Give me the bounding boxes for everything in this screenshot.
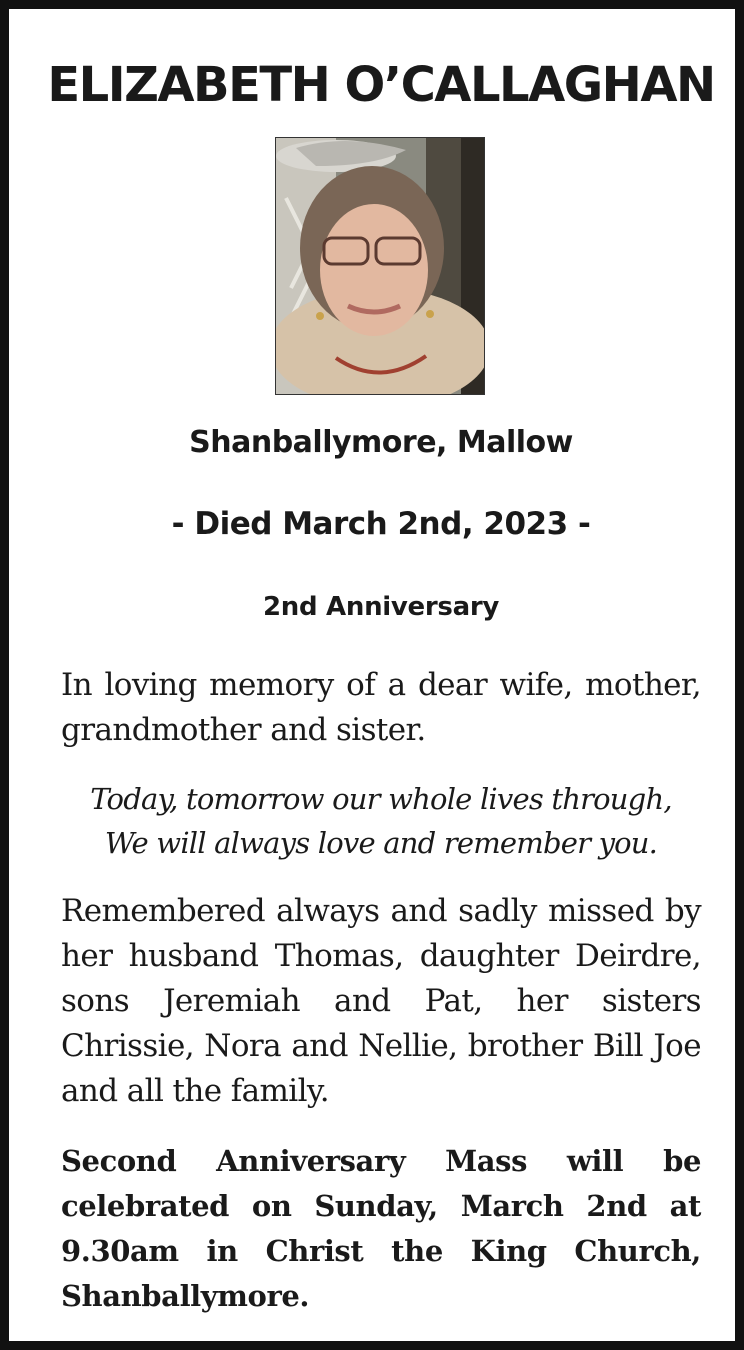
location-line: Shanballymore, Mallow xyxy=(189,425,573,460)
memory-paragraph: In loving memory of a dear wife, mother, grandmother and sister. xyxy=(61,667,701,748)
verse-line: We will always love and remember you. xyxy=(104,826,658,860)
anniversary-heading: 2nd Anniversary xyxy=(262,592,499,622)
portrait-image xyxy=(276,138,484,394)
family-paragraph: Remembered always and sadly missed by her husband Thomas, daughter Deirdre, sons Jeremiah and Pat, her sisters Chrissie, Nora and Nellie, brother Bill Joe and all the family. xyxy=(61,893,701,1109)
verse xyxy=(61,777,701,865)
verse-line: Today, tomorrow our whole lives through, xyxy=(90,782,672,816)
portrait-photo xyxy=(275,137,485,395)
mass-paragraph: Second Anniversary Mass will be celebrated on Sunday, March 2nd at 9.30am in Christ the King Church, Shanballymore. xyxy=(61,1144,701,1313)
died-date-line: - Died March 2nd, 2023 - xyxy=(171,506,591,542)
deceased-name: ELIZABETH O’CALLAGHAN xyxy=(47,57,715,113)
